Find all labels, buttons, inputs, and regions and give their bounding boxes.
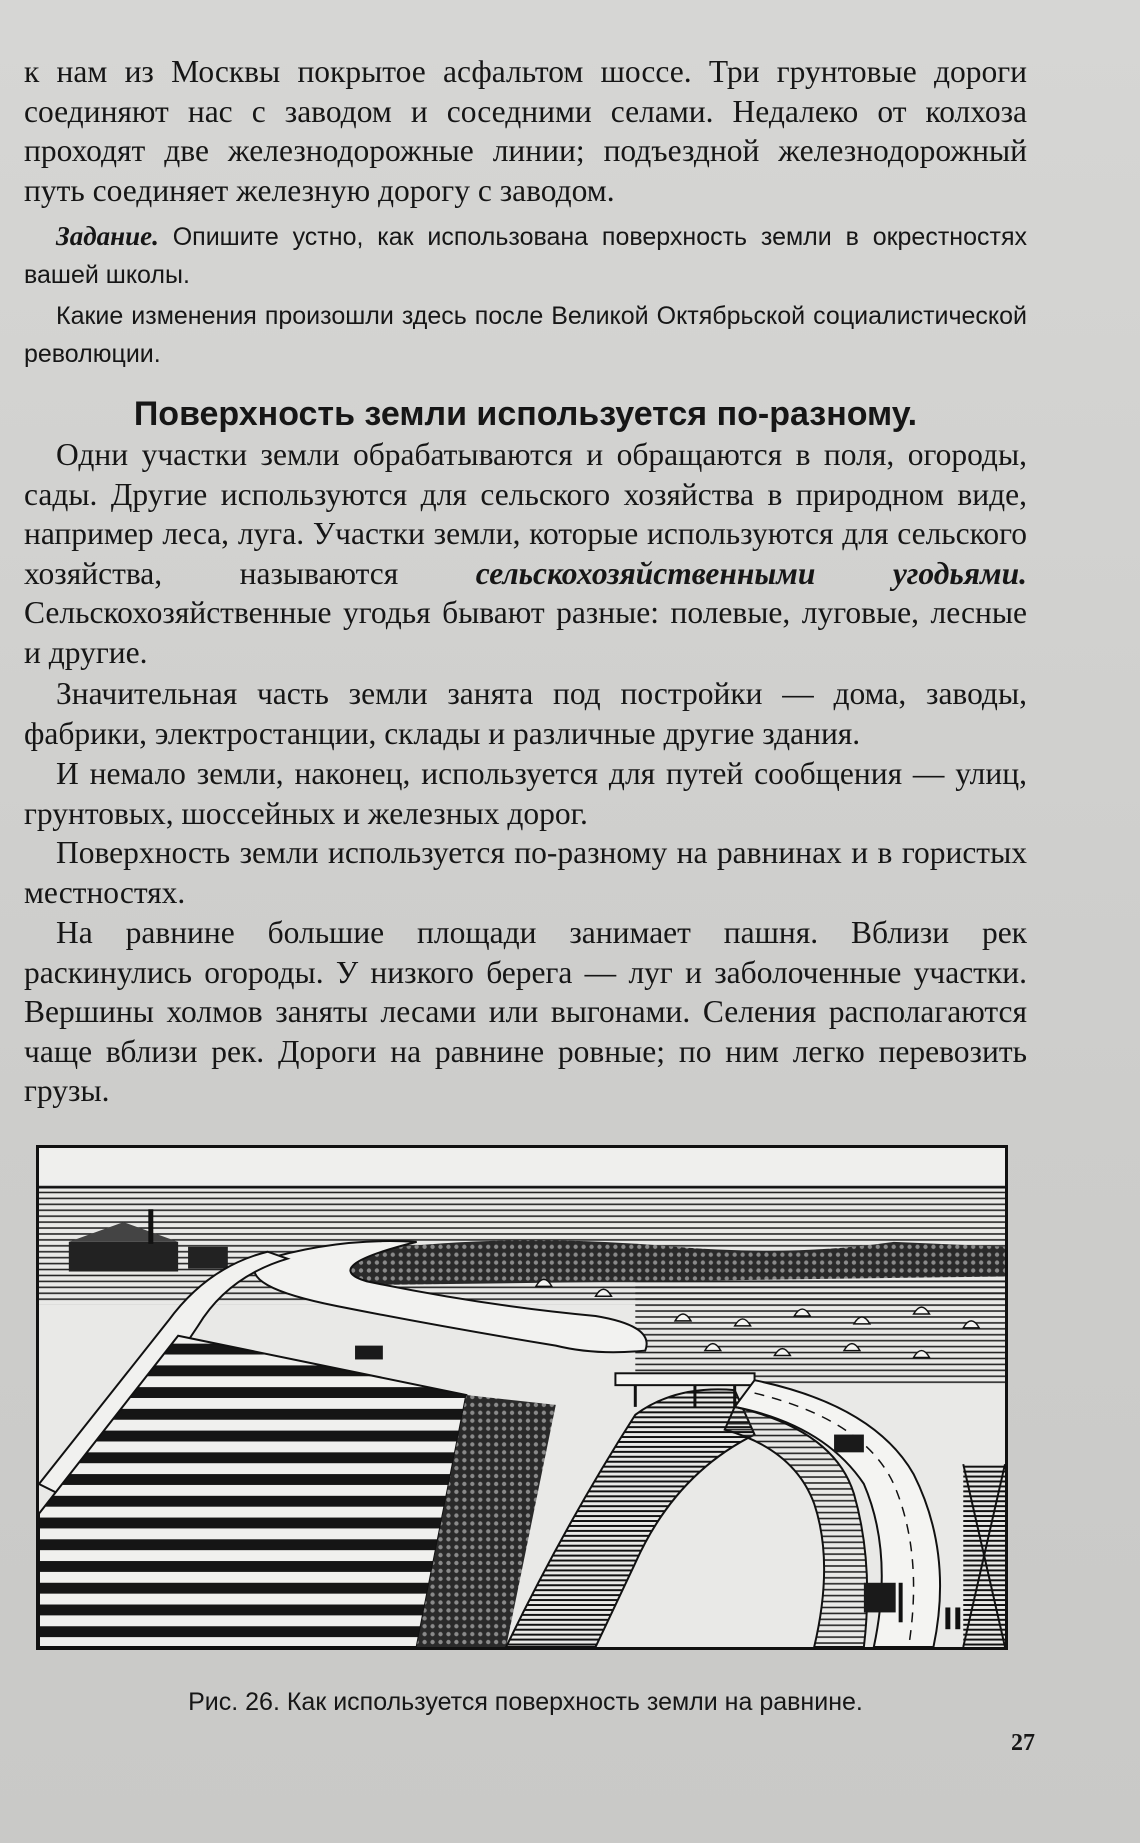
paragraph-intro (24, 52, 1027, 210)
paragraph-land-use-start: Одни участки земли обрабатываются и обращаются в поля, огороды, сады. Другие используются для сельского хозяйства в природном виде, например леса, луга. Участки земли, которые используются для сельского хозяйства, называются (24, 437, 1027, 591)
paragraph-roads-text: И немало земли, наконец, используется для путей сообщения — улиц, грунтовых, шоссейных и железных дорог. (24, 756, 1027, 831)
scaffold-structure (963, 1464, 1005, 1647)
figure-plain-landscape (36, 1145, 1008, 1650)
meadow (635, 1276, 1005, 1385)
task-label: Задание. (56, 221, 159, 251)
paragraph-roads (24, 754, 1027, 833)
task-paragraph (24, 217, 1027, 294)
question-text: Какие изменения произошли здесь после Великой Октябрьской социалистической революции. (24, 302, 1027, 368)
sky (39, 1148, 1005, 1188)
section-heading: Поверхность земли используется по-разному. (133, 395, 918, 433)
term-agricultural-land: сельскохозяйственными угодьями. (475, 555, 1027, 591)
paragraph-land-use-end: Сельскохозяйственные угодья бывают разные: полевые, луговые, лесные и другие. (24, 595, 1027, 670)
paragraph-buildings (24, 674, 1027, 753)
paragraph-plain-text: На равнине большие площади занимает пашня. Вблизи рек раскинулись огороды. У низкого берега — луг и заболоченные участки. Вершины холмов заняты лесами или выгонами. Селения располагаются чаще вблизи рек. Дороги на равнине ровные; по ним легко перевозить грузы. (24, 915, 1027, 1108)
question-paragraph (24, 297, 1027, 373)
ploughed-field (39, 1336, 466, 1647)
paragraph-buildings-text: Значительная часть земли занята под постройки — дома, заводы, фабрики, электростанции, склады и различные другие здания. (24, 676, 1027, 751)
paragraph-intro-text: к нам из Москвы покрытое асфальтом шоссе. Три грунтовые дороги соединяют нас с заводом и соседними селами. Недалеко от колхоза проходят две железнодорожные линии; подъездной железнодорожный путь соединяет железную дорогу с заводом. (24, 54, 1027, 208)
paragraph-plain (24, 913, 1027, 1111)
landscape-engraving (39, 1148, 1005, 1647)
page-number: 27 (1011, 1730, 1035, 1756)
paragraph-land-use (24, 435, 1027, 672)
task-text: Опишите устно, как использована поверхность земли в окрестностях вашей школы. (24, 223, 1027, 289)
figure-caption: Рис. 26. Как используется поверхность земли на равнине. (188, 1688, 863, 1716)
paragraph-plains-mountains (24, 833, 1027, 912)
paragraph-plains-mountains-text: Поверхность земли используется по-разному на равнинах и в гористых местностях. (24, 835, 1027, 910)
